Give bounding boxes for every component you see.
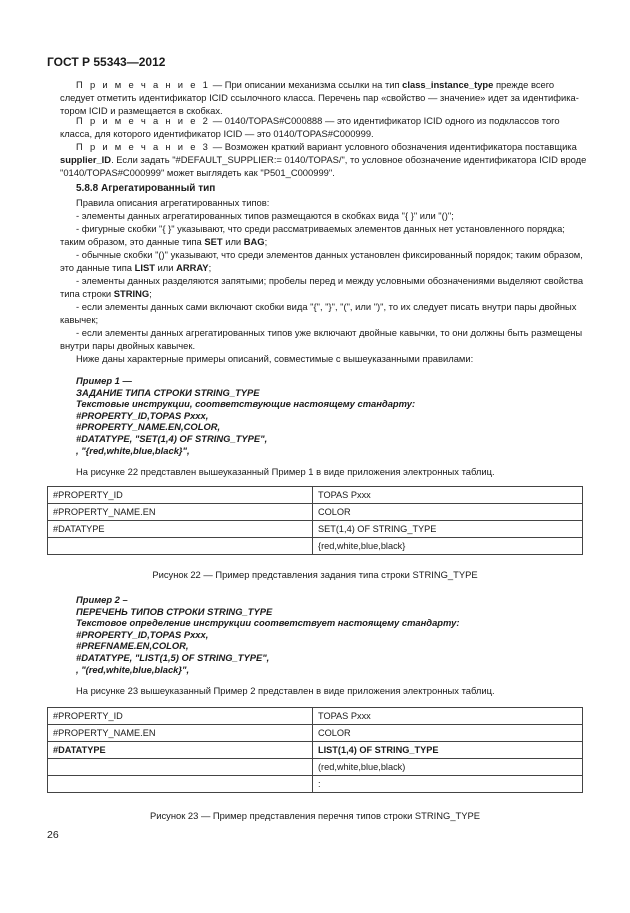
note-3: [60, 140, 587, 179]
rules-intro: Правила описания агрегатированных типов:: [76, 197, 270, 208]
example-2-line: #DATATYPE, "LIST(1,5) OF STRING_TYPE",: [76, 651, 270, 663]
note-1-keyword: class_instance_type: [402, 79, 494, 90]
rules-outro: Ниже даны характерные примеры описаний, совместимые с вышеуказанными правилами:: [76, 353, 474, 364]
note-2: [60, 114, 587, 140]
example-1-line: , "{red,white,blue,black}",: [76, 444, 190, 456]
table-row: [48, 504, 583, 521]
example-1-line: ЗАДАНИЕ ТИПА СТРОКИ STRING_TYPE: [76, 386, 260, 398]
note-3-keyword: supplier_ID: [60, 154, 112, 165]
table-cell: TOPAS Pxxx: [313, 487, 583, 504]
table-row: [48, 538, 583, 555]
rule-3-list: LIST: [134, 262, 155, 273]
table-cell: TOPAS Pxxx: [313, 708, 583, 725]
table-row: [48, 759, 583, 776]
table-cell: {red,white,blue,black}: [313, 538, 583, 555]
rule-3: [60, 248, 587, 274]
table-cell: [48, 759, 313, 776]
rule-2-or: или: [222, 236, 244, 247]
rule-2-set: SET: [204, 236, 223, 247]
example-2-line: , "(red,white,blue,black}",: [76, 663, 190, 675]
table-cell: #DATATYPE: [48, 521, 313, 538]
example-1-line: Пример 1 —: [76, 375, 132, 386]
note-1: [60, 78, 587, 117]
table-cell: #PROPERTY_NAME.EN: [48, 725, 313, 742]
note-1-label: П р и м е ч а н и е 1: [76, 79, 211, 90]
note-3-text-c: . Если задать "#DEFAULT_SUPPLIER:= 0140/TOPAS/", то условное обозначение идентификатора ICID вроде "0140/TOPAS#C000999" может выглядеть как "P501_C000999".: [60, 154, 587, 178]
table-row: [48, 708, 583, 725]
rule-2-bag: BAG: [243, 236, 265, 247]
example-2-line: #PROPERTY_ID,TOPAS Pxxx,: [76, 628, 209, 640]
example-2-line: Пример 2 –: [76, 594, 128, 605]
table-cell: [48, 538, 313, 555]
table-row: [48, 487, 583, 504]
rule-3-or: или: [154, 262, 177, 273]
figure-22-reference: На рисунке 22 представлен вышеуказанный Пример 1 в виде приложения электронных таблиц.: [76, 466, 495, 477]
rule-4: [60, 274, 587, 300]
rule-1: - элементы данных агрегатированных типов размещаются в скобках вида "{ }" или "()";: [76, 210, 454, 221]
rule-4-end: ;: [149, 288, 152, 299]
note-3-label: П р и м е ч а н и е 3: [76, 141, 211, 152]
rule-6: - если элементы данных агрегатированных типов уже включают двойные кавычки, то они должны быть размещены внутри пары двойных кавычек.: [60, 327, 583, 351]
rule-4-string: STRING: [113, 288, 150, 299]
figure-23-table: [47, 707, 583, 793]
table-cell: #PROPERTY_ID: [48, 708, 313, 725]
table-cell: :: [313, 776, 583, 793]
example-2-line: ПЕРЕЧЕНЬ ТИПОВ СТРОКИ STRING_TYPE: [76, 605, 273, 617]
rule-4-text: - элементы данных разделяются запятыми; пробелы перед и между условными обозначениями выделяют свойства типа строки: [60, 275, 584, 299]
figure-22-table: [47, 486, 583, 555]
rule-2-end: ;: [264, 236, 268, 247]
example-1-line: #DATATYPE, "SET(1,4) OF STRING_TYPE",: [76, 432, 268, 444]
table-row: [48, 742, 583, 759]
example-1-line: #PROPERTY_ID,TOPAS Pxxx,: [76, 409, 209, 421]
example-1-line: Текстовые инструкции, соответствующие настоящему стандарту:: [76, 398, 416, 410]
note-1-text-c: прежде всего следует отметить идентификатор ICID ссылочного класса. Перечень пар «свойство — значение» идет за идентификатором ICID и размещается в скобках.: [60, 79, 579, 116]
table-cell: [48, 776, 313, 793]
example-2: [76, 594, 586, 675]
table-cell: #PROPERTY_NAME.EN: [48, 504, 313, 521]
table-cell: (red,white,blue,black): [313, 759, 583, 776]
rule-3-end: ;: [208, 262, 212, 273]
table-cell: COLOR: [313, 504, 583, 521]
standard-header: ГОСТ Р 55343—2012: [47, 55, 166, 69]
table-cell: #DATATYPE: [48, 742, 313, 759]
rule-2-text: - фигурные скобки "{ }" указывают, что среди рассматриваемых элементов данных нет установленного порядка; таким образом, это данные типа: [60, 223, 565, 247]
figure-23-reference: На рисунке 23 вышеуказанный Пример 2 представлен в виде приложения электронных таблиц.: [76, 685, 495, 696]
section-heading: 5.8.8 Агрегатированный тип: [76, 183, 216, 194]
table-row: [48, 776, 583, 793]
rule-2: [60, 222, 587, 248]
note-2-label: П р и м е ч а н и е 2: [76, 115, 211, 126]
note-2-text: — 0140/TOPAS#C000888 — это идентификатор ICID одного из подклассов того класса, для которого идентификатор ICID — это 0140/TOPAS#C000999.: [60, 115, 560, 139]
note-1-text-a: — При описании механизма ссылки на тип: [210, 79, 403, 90]
table-cell: #PROPERTY_ID: [48, 487, 313, 504]
figure-23-caption: Рисунок 23 — Пример представления перечня типов строки STRING_TYPE: [149, 810, 481, 821]
note-3-text-a: — Возможен краткий вариант условного обозначения идентификатора поставщика: [210, 141, 577, 152]
rule-3-text: - обычные скобки "()" указывают, что среди элементов данных установлен фиксированный порядок; таким образом, это данные типа: [60, 249, 583, 273]
example-2-line: #PREFNAME.EN,COLOR,: [76, 640, 189, 652]
table-cell: SET(1,4) OF STRING_TYPE: [313, 521, 583, 538]
example-1-line: #PROPERTY_NAME.EN,COLOR,: [76, 421, 221, 433]
example-2-line: Текстовое определение инструкции соответствует настоящему стандарту:: [76, 617, 460, 629]
figure-22-caption: Рисунок 22 — Пример представления задания типа строки STRING_TYPE: [152, 569, 478, 580]
table-cell: COLOR: [313, 725, 583, 742]
table-row: [48, 725, 583, 742]
table-cell: LIST(1,4) OF STRING_TYPE: [313, 742, 583, 759]
page-number: 26: [47, 829, 59, 841]
rule-3-array: ARRAY: [176, 262, 209, 273]
example-1: [76, 375, 586, 456]
table-row: [48, 521, 583, 538]
rule-5: - если элементы данных сами включают скобки вида "{", "}", "(", или ")", то их следует писать внутри пары двойных кавычек;: [60, 301, 577, 325]
